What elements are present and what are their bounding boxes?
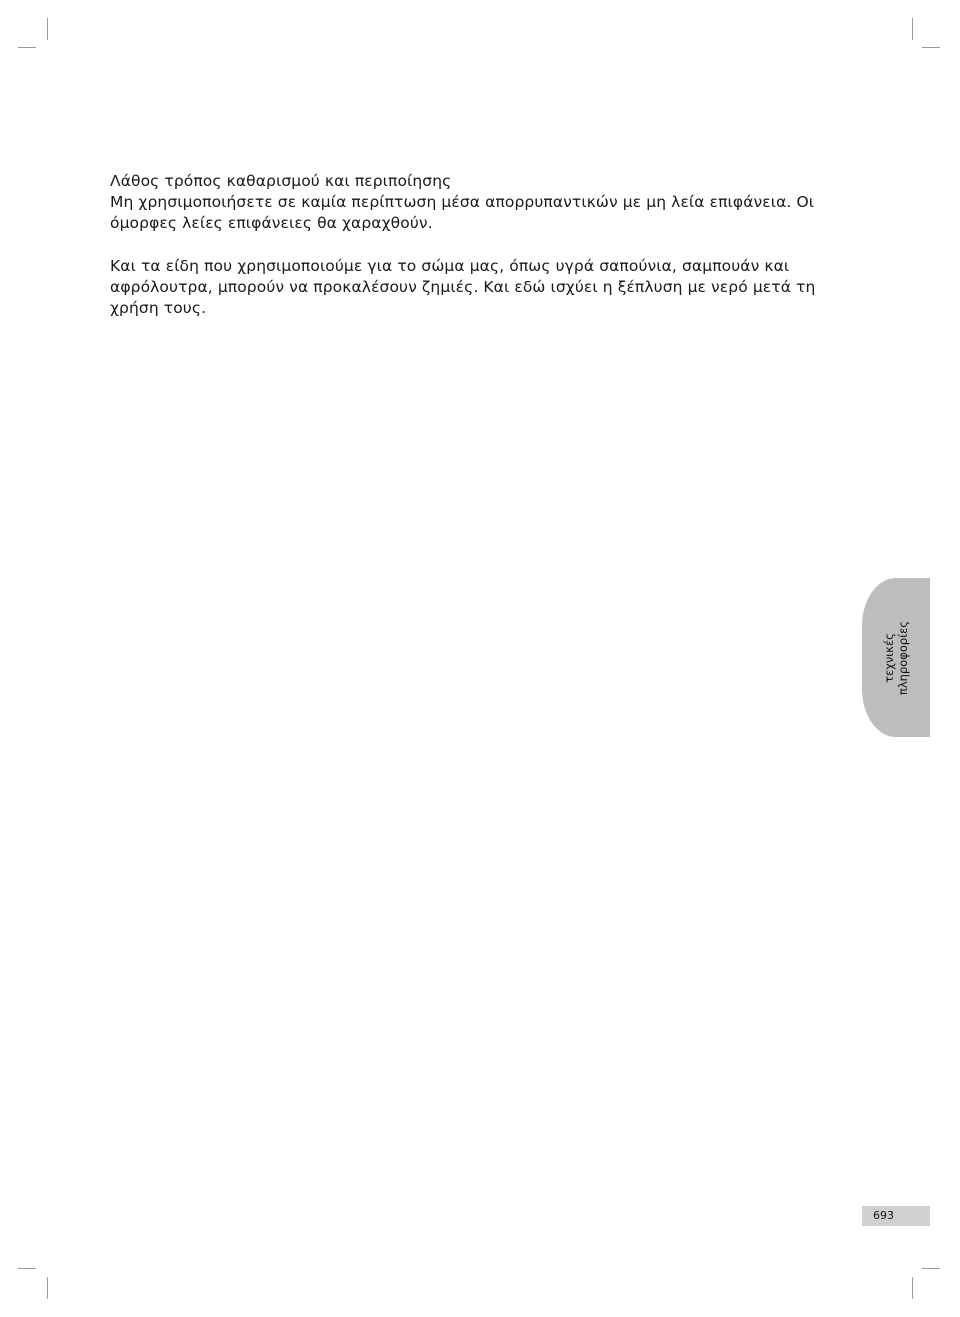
side-tab-line-2: πληροφορίες — [896, 620, 910, 695]
paragraph-body-products: Και τα είδη που χρησιμοποιούμε για το σώμα μας, όπως υγρά σαπούνια, σαμπουάν και αφρόλουτρα, μπορούν να προκαλέσουν ζημιές. Και εδώ ισχύει η ξέπλυση με νερό μετά τη χρήση τους. — [110, 257, 816, 317]
side-tab-line-1: τεχνικές — [882, 632, 896, 683]
crop-mark — [922, 47, 940, 48]
section-side-tab — [862, 578, 930, 737]
crop-mark — [912, 18, 913, 40]
crop-mark — [47, 18, 48, 40]
crop-mark — [18, 47, 36, 48]
page-number: 693 — [862, 1206, 930, 1226]
crop-mark — [912, 1277, 913, 1299]
document-body — [110, 171, 830, 319]
section-heading: Λάθος τρόπος καθαρισμού και περιποίησης — [110, 172, 452, 190]
crop-mark — [18, 1268, 36, 1269]
crop-mark — [47, 1277, 48, 1299]
side-tab-label — [882, 620, 910, 694]
crop-mark — [922, 1268, 940, 1269]
paragraph-warning: Μη χρησιμοποιήσετε σε καμία περίπτωση μέσα απορρυπαντικών με μη λεία επιφάνεια. Οι όμορφες λείες επιφάνειες θα χαραχθούν. — [110, 193, 815, 232]
